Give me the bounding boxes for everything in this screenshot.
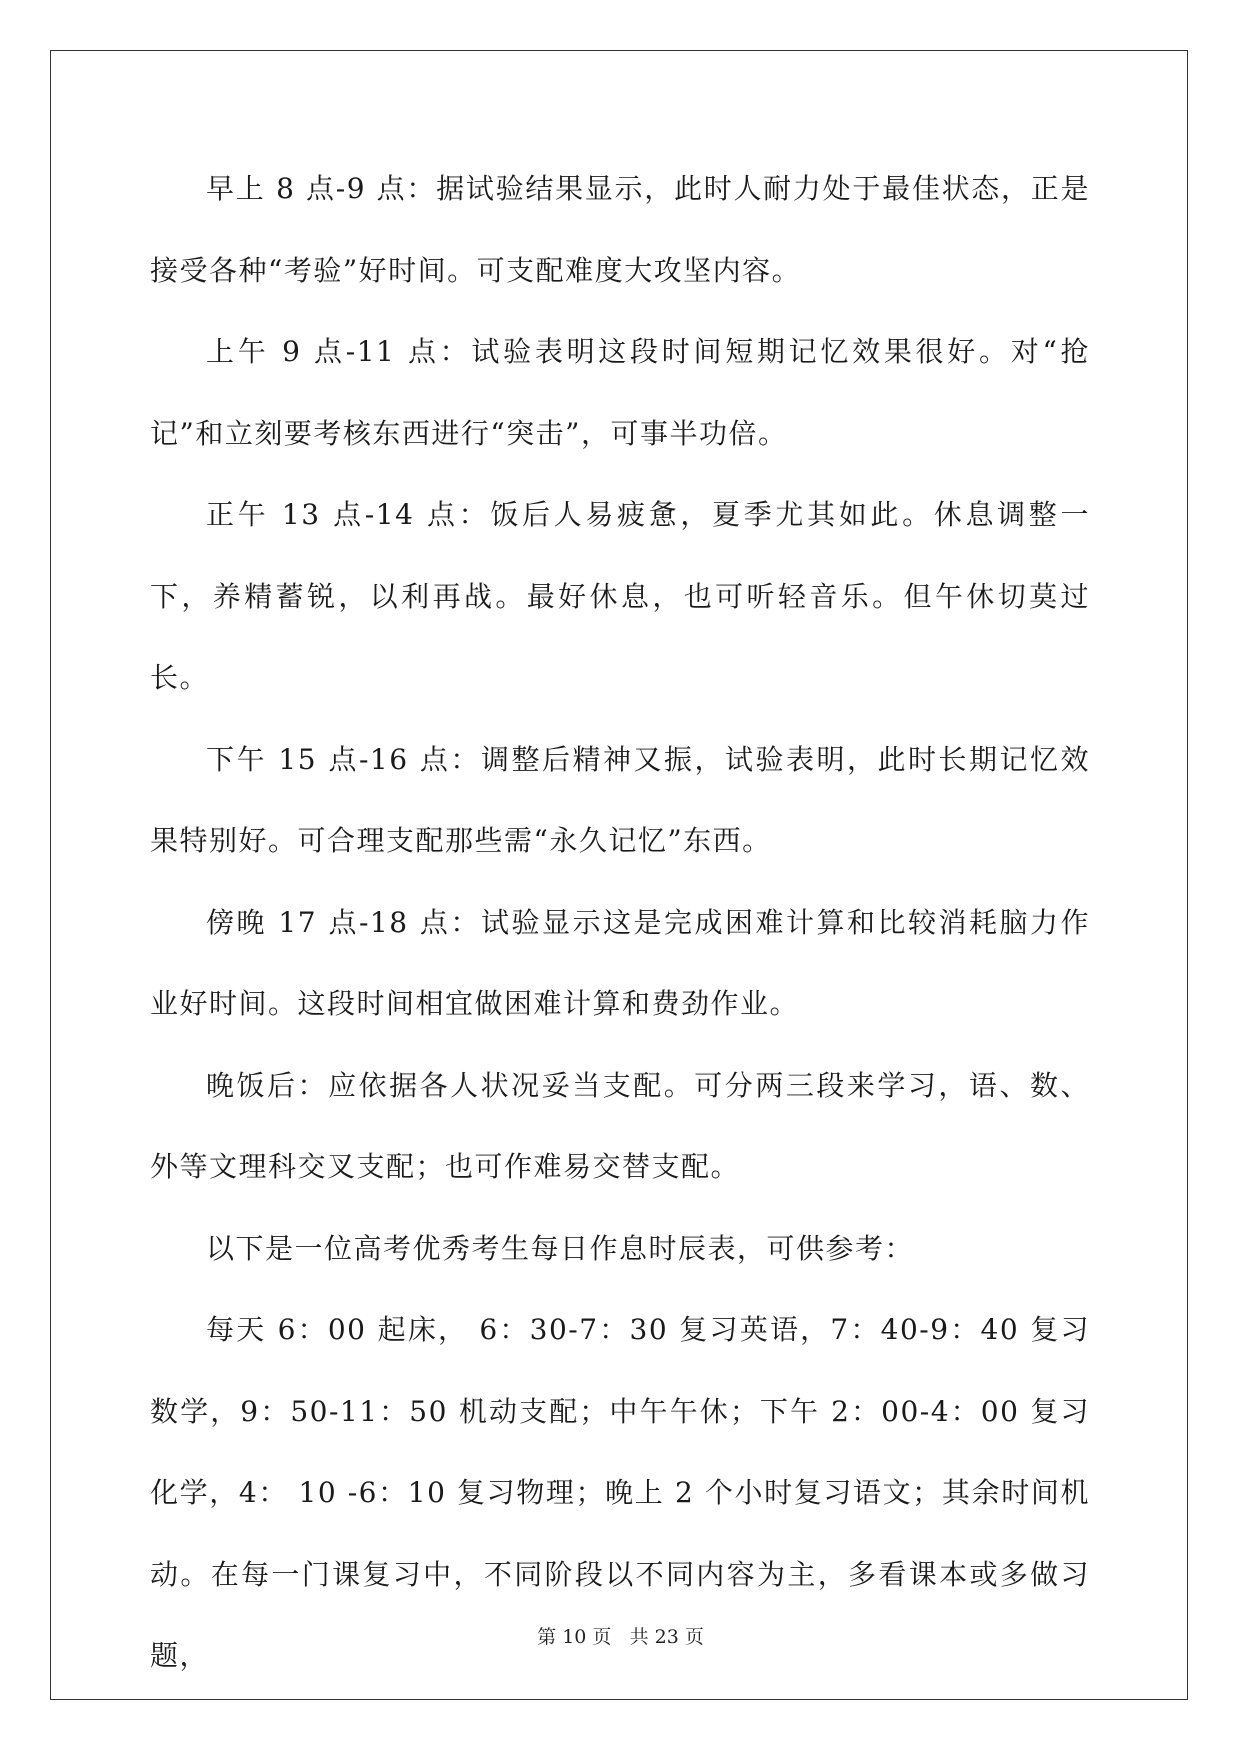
- page-total: 共 23 页: [629, 1626, 704, 1648]
- paragraph-noon: 正午 13 点-14 点：饭后人易疲惫，夏季尤其如此。休息调整一下，养精蓄锐，以利再战。最好休息，也可听轻音乐。但午休切莫过长。: [150, 498, 1090, 694]
- page-number: 第 10 页: [537, 1626, 612, 1648]
- paragraph-forenoon: 上午 9 点-11 点：试验表明这段时间短期记忆效果很好。对“抢记”和立刻要考核东西进行“突击”，可事半功倍。: [150, 335, 1090, 450]
- paragraph-schedule-intro: 以下是一位高考优秀考生每日作息时辰表，可供参考：: [206, 1231, 915, 1265]
- paragraph-afternoon: 下午 15 点-16 点：调整后精神又振，试验表明，此时长期记忆效果特别好。可合理支配那些需“永久记忆”东西。: [150, 742, 1090, 857]
- page-footer: [0, 1622, 1241, 1649]
- paragraph-schedule: 每天 6：00 起床， 6：30-7：30 复习英语，7：40-9：40 复习数学，9：50-11：50 机动支配；中午午休；下午 2：00-4：00 复习化学，4： 10 -6：10 复习物理；晚上 2 个小时复习语文；其余时间机动。在每一门课复习中，不同阶段以不同内容为主，多看课本或多做习题，: [150, 1313, 1090, 1672]
- paragraph-after-dinner: 晚饭后：应依据各人状况妥当支配。可分两三段来学习，语、数、外等文理科交叉支配；也可作难易交替支配。: [150, 1068, 1090, 1183]
- document-body: [150, 148, 1090, 1697]
- paragraph-evening: 傍晚 17 点-18 点：试验显示这是完成困难计算和比较消耗脑力作业好时间。这段时间相宜做困难计算和费劲作业。: [150, 905, 1090, 1020]
- paragraph-morning: 早上 8 点-9 点：据试验结果显示，此时人耐力处于最佳状态，正是接受各种“考验”好时间。可支配难度大攻坚内容。: [150, 172, 1090, 287]
